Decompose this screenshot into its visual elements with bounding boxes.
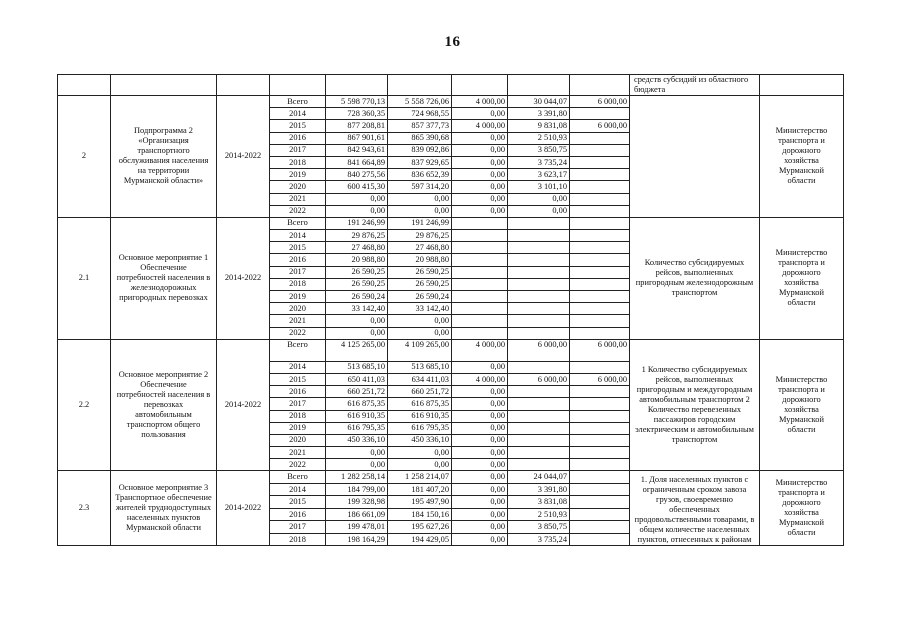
year-cell: 2017: [270, 144, 326, 156]
amount-cell: 0,00: [388, 315, 452, 327]
amount-cell: 616 875,35: [326, 398, 388, 410]
amount-cell: 650 411,03: [326, 373, 388, 385]
amount-cell: [570, 132, 630, 144]
section-period: 2014-2022: [217, 217, 270, 339]
amount-cell: 4 000,00: [452, 339, 508, 361]
amount-cell: 6 000,00: [508, 373, 570, 385]
section-period: 2014-2022: [217, 471, 270, 546]
year-cell: Всего: [270, 96, 326, 108]
amount-cell: 857 377,73: [388, 120, 452, 132]
year-cell: 2018: [270, 156, 326, 168]
amount-cell: 1 282 258,14: [326, 471, 388, 484]
amount-cell: 867 901,61: [326, 132, 388, 144]
amount-cell: 616 875,35: [388, 398, 452, 410]
amount-cell: 184 150,16: [388, 508, 452, 521]
empty-cell: [508, 75, 570, 96]
amount-cell: 26 590,25: [388, 266, 452, 278]
amount-cell: 0,00: [452, 496, 508, 509]
year-cell: 2019: [270, 422, 326, 434]
section-number: 2.1: [58, 217, 111, 339]
section-name: Основное мероприятие 2 Обеспечение потребностей населения в перевозках автомобильным транспортом общего пользования: [111, 339, 217, 471]
amount-cell: [508, 230, 570, 242]
amount-cell: 27 468,80: [388, 242, 452, 254]
year-cell: 2022: [270, 205, 326, 217]
year-cell: 2014: [270, 108, 326, 120]
amount-cell: [452, 327, 508, 339]
amount-cell: 0,00: [326, 315, 388, 327]
indicator-cell: [630, 96, 760, 218]
amount-cell: 0,00: [452, 508, 508, 521]
amount-cell: [452, 278, 508, 290]
amount-cell: [452, 254, 508, 266]
amount-cell: 3 850,75: [508, 144, 570, 156]
amount-cell: 194 429,05: [388, 533, 452, 546]
amount-cell: 1 258 214,07: [388, 471, 452, 484]
amount-cell: [570, 410, 630, 422]
amount-cell: [570, 361, 630, 373]
amount-cell: 0,00: [452, 521, 508, 534]
amount-cell: 597 314,20: [388, 181, 452, 193]
year-cell: 2015: [270, 120, 326, 132]
amount-cell: [508, 459, 570, 471]
empty-cell: [452, 75, 508, 96]
amount-cell: [570, 144, 630, 156]
amount-cell: [570, 459, 630, 471]
year-cell: 2019: [270, 291, 326, 303]
amount-cell: 513 685,10: [388, 361, 452, 373]
amount-cell: 9 831,08: [508, 120, 570, 132]
table-row: [58, 339, 844, 361]
amount-cell: 0,00: [452, 434, 508, 446]
amount-cell: 20 988,80: [326, 254, 388, 266]
amount-cell: 26 590,25: [326, 266, 388, 278]
year-cell: 2015: [270, 242, 326, 254]
amount-cell: 634 411,03: [388, 373, 452, 385]
amount-cell: 26 590,25: [388, 278, 452, 290]
amount-cell: 4 109 265,00: [388, 339, 452, 361]
amount-cell: 181 407,20: [388, 483, 452, 496]
table-row-continuation: [58, 75, 844, 96]
amount-cell: 195 627,26: [388, 521, 452, 534]
amount-cell: 33 142,40: [326, 303, 388, 315]
amount-cell: [570, 327, 630, 339]
amount-cell: 450 336,10: [388, 434, 452, 446]
year-cell: 2016: [270, 386, 326, 398]
amount-cell: 0,00: [452, 361, 508, 373]
amount-cell: 29 876,25: [326, 230, 388, 242]
amount-cell: 191 246,99: [388, 217, 452, 229]
year-cell: 2016: [270, 254, 326, 266]
amount-cell: [570, 447, 630, 459]
amount-cell: [570, 156, 630, 168]
amount-cell: 0,00: [508, 205, 570, 217]
amount-cell: 660 251,72: [326, 386, 388, 398]
amount-cell: [508, 434, 570, 446]
amount-cell: [508, 386, 570, 398]
amount-cell: 199 328,98: [326, 496, 388, 509]
amount-cell: 0,00: [326, 205, 388, 217]
amount-cell: 0,00: [326, 447, 388, 459]
amount-cell: [570, 521, 630, 534]
amount-cell: [508, 266, 570, 278]
year-cell: 2014: [270, 230, 326, 242]
amount-cell: [452, 291, 508, 303]
amount-cell: [570, 230, 630, 242]
amount-cell: [570, 434, 630, 446]
year-cell: 2017: [270, 266, 326, 278]
amount-cell: 184 799,00: [326, 483, 388, 496]
executor-cell: Министерство транспорта и дорожного хозяйства Мурманской области: [760, 217, 844, 339]
year-cell: 2022: [270, 459, 326, 471]
empty-cell: [58, 75, 111, 96]
budget-table: [57, 74, 844, 546]
amount-cell: 0,00: [326, 459, 388, 471]
amount-cell: 0,00: [452, 144, 508, 156]
amount-cell: [508, 447, 570, 459]
empty-cell: [111, 75, 217, 96]
amount-cell: [508, 303, 570, 315]
year-cell: 2018: [270, 533, 326, 546]
amount-cell: 3 735,24: [508, 156, 570, 168]
amount-cell: 6 000,00: [570, 120, 630, 132]
amount-cell: 616 795,35: [326, 422, 388, 434]
amount-cell: 0,00: [326, 193, 388, 205]
amount-cell: 0,00: [388, 327, 452, 339]
indicator-cell: средств субсидий из областного бюджета: [630, 75, 760, 96]
amount-cell: [570, 254, 630, 266]
amount-cell: 728 360,35: [326, 108, 388, 120]
empty-cell: [270, 75, 326, 96]
indicator-cell: 1 Количество субсидируемых рейсов, выполненных пригородным и междугородным автомобильным транспортом 2 Количество перевезенных пассажиров городским электрическим и автомобильным транспортом: [630, 339, 760, 471]
amount-cell: [508, 398, 570, 410]
amount-cell: 0,00: [452, 471, 508, 484]
amount-cell: [570, 483, 630, 496]
amount-cell: 27 468,80: [326, 242, 388, 254]
amount-cell: 20 988,80: [388, 254, 452, 266]
amount-cell: [508, 410, 570, 422]
amount-cell: 0,00: [452, 181, 508, 193]
amount-cell: [570, 181, 630, 193]
year-cell: 2015: [270, 496, 326, 509]
section-name: Подпрограмма 2 «Организация транспортного обслуживания населения на территории Мурманской области»: [111, 96, 217, 218]
amount-cell: [508, 242, 570, 254]
amount-cell: 5 598 770,13: [326, 96, 388, 108]
amount-cell: [508, 278, 570, 290]
amount-cell: [570, 398, 630, 410]
amount-cell: 0,00: [508, 193, 570, 205]
amount-cell: [452, 315, 508, 327]
amount-cell: 6 000,00: [570, 96, 630, 108]
amount-cell: 616 795,35: [388, 422, 452, 434]
amount-cell: 0,00: [452, 483, 508, 496]
amount-cell: [570, 471, 630, 484]
amount-cell: 600 415,30: [326, 181, 388, 193]
amount-cell: [452, 266, 508, 278]
amount-cell: 877 208,81: [326, 120, 388, 132]
year-cell: 2022: [270, 327, 326, 339]
amount-cell: [570, 496, 630, 509]
year-cell: 2016: [270, 132, 326, 144]
year-cell: Всего: [270, 339, 326, 361]
amount-cell: 616 910,35: [326, 410, 388, 422]
amount-cell: [570, 266, 630, 278]
amount-cell: [570, 242, 630, 254]
amount-cell: [570, 291, 630, 303]
amount-cell: 0,00: [452, 193, 508, 205]
amount-cell: 3 623,17: [508, 169, 570, 181]
amount-cell: [508, 361, 570, 373]
amount-cell: [570, 315, 630, 327]
amount-cell: 3 391,80: [508, 483, 570, 496]
executor-cell: Министерство транспорта и дорожного хозяйства Мурманской области: [760, 339, 844, 471]
amount-cell: 0,00: [452, 156, 508, 168]
amount-cell: 6 000,00: [570, 339, 630, 361]
amount-cell: 26 590,25: [326, 278, 388, 290]
table-row: [58, 471, 844, 484]
amount-cell: 2 510,93: [508, 508, 570, 521]
amount-cell: [570, 108, 630, 120]
amount-cell: 837 929,65: [388, 156, 452, 168]
amount-cell: [570, 217, 630, 229]
amount-cell: 0,00: [452, 447, 508, 459]
year-cell: 2016: [270, 508, 326, 521]
amount-cell: [452, 230, 508, 242]
year-cell: 2018: [270, 410, 326, 422]
amount-cell: 198 164,29: [326, 533, 388, 546]
amount-cell: 2 510,93: [508, 132, 570, 144]
amount-cell: 841 664,89: [326, 156, 388, 168]
executor-cell: Министерство транспорта и дорожного хозяйства Мурманской области: [760, 471, 844, 546]
amount-cell: 5 558 726,06: [388, 96, 452, 108]
amount-cell: 0,00: [452, 386, 508, 398]
year-cell: 2014: [270, 361, 326, 373]
amount-cell: 0,00: [452, 459, 508, 471]
empty-cell: [217, 75, 270, 96]
indicator-cell: 1. Доля населенных пунктов с ограниченным сроком завоза грузов, своевременно обеспеченных продовольственными товарами, в общем количестве населенных пунктов, отнесенных к районам: [630, 471, 760, 546]
page-number: 16: [444, 34, 461, 50]
amount-cell: 199 478,01: [326, 521, 388, 534]
amount-cell: 3 101,10: [508, 181, 570, 193]
amount-cell: 4 125 265,00: [326, 339, 388, 361]
amount-cell: 0,00: [452, 205, 508, 217]
amount-cell: 24 044,07: [508, 471, 570, 484]
amount-cell: 0,00: [388, 205, 452, 217]
year-cell: 2018: [270, 278, 326, 290]
amount-cell: 0,00: [452, 108, 508, 120]
year-cell: 2019: [270, 169, 326, 181]
year-cell: Всего: [270, 217, 326, 229]
year-cell: 2020: [270, 434, 326, 446]
section-period: 2014-2022: [217, 96, 270, 218]
year-cell: 2014: [270, 483, 326, 496]
table-row: [58, 96, 844, 108]
amount-cell: [570, 508, 630, 521]
amount-cell: 0,00: [326, 327, 388, 339]
amount-cell: 3 735,24: [508, 533, 570, 546]
year-cell: 2017: [270, 398, 326, 410]
amount-cell: 616 910,35: [388, 410, 452, 422]
amount-cell: [452, 303, 508, 315]
amount-cell: 26 590,24: [388, 291, 452, 303]
amount-cell: 29 876,25: [388, 230, 452, 242]
section-number: 2: [58, 96, 111, 218]
amount-cell: 660 251,72: [388, 386, 452, 398]
amount-cell: 513 685,10: [326, 361, 388, 373]
section-name: Основное мероприятие 3 Транспортное обеспечение жителей труднодоступных населенных пунктов Мурманской области: [111, 471, 217, 546]
amount-cell: 0,00: [388, 447, 452, 459]
amount-cell: [570, 386, 630, 398]
amount-cell: 6 000,00: [570, 373, 630, 385]
indicator-cell: Количество субсидируемых рейсов, выполненных пригородным железнодорожным транспортом: [630, 217, 760, 339]
amount-cell: [508, 291, 570, 303]
amount-cell: [570, 193, 630, 205]
amount-cell: 195 497,90: [388, 496, 452, 509]
section-number: 2.2: [58, 339, 111, 471]
amount-cell: 865 390,68: [388, 132, 452, 144]
amount-cell: 33 142,40: [388, 303, 452, 315]
empty-cell: [326, 75, 388, 96]
amount-cell: [570, 169, 630, 181]
amount-cell: 836 652,39: [388, 169, 452, 181]
amount-cell: 191 246,99: [326, 217, 388, 229]
amount-cell: 30 044,07: [508, 96, 570, 108]
amount-cell: 6 000,00: [508, 339, 570, 361]
amount-cell: 840 275,56: [326, 169, 388, 181]
amount-cell: [508, 254, 570, 266]
amount-cell: 724 968,55: [388, 108, 452, 120]
section-number: 2.3: [58, 471, 111, 546]
amount-cell: 450 336,10: [326, 434, 388, 446]
amount-cell: 0,00: [452, 398, 508, 410]
year-cell: Всего: [270, 471, 326, 484]
amount-cell: [570, 303, 630, 315]
amount-cell: 0,00: [452, 169, 508, 181]
table-body: [58, 75, 844, 546]
empty-cell: [570, 75, 630, 96]
amount-cell: 842 943,61: [326, 144, 388, 156]
amount-cell: 3 391,80: [508, 108, 570, 120]
year-cell: 2017: [270, 521, 326, 534]
amount-cell: [570, 422, 630, 434]
executor-cell: Министерство транспорта и дорожного хозяйства Мурманской области: [760, 96, 844, 218]
amount-cell: 0,00: [452, 533, 508, 546]
amount-cell: 4 000,00: [452, 96, 508, 108]
amount-cell: [452, 217, 508, 229]
empty-cell: [760, 75, 844, 96]
amount-cell: [508, 327, 570, 339]
year-cell: 2015: [270, 373, 326, 385]
table-row: [58, 217, 844, 229]
amount-cell: 0,00: [388, 193, 452, 205]
year-cell: 2021: [270, 315, 326, 327]
amount-cell: 3 850,75: [508, 521, 570, 534]
amount-cell: 839 092,86: [388, 144, 452, 156]
amount-cell: [570, 278, 630, 290]
amount-cell: [508, 217, 570, 229]
amount-cell: 4 000,00: [452, 120, 508, 132]
amount-cell: [570, 533, 630, 546]
amount-cell: [508, 315, 570, 327]
year-cell: 2020: [270, 303, 326, 315]
empty-cell: [388, 75, 452, 96]
amount-cell: 26 590,24: [326, 291, 388, 303]
year-cell: 2021: [270, 193, 326, 205]
amount-cell: [508, 422, 570, 434]
year-cell: 2021: [270, 447, 326, 459]
amount-cell: [452, 242, 508, 254]
amount-cell: 3 831,08: [508, 496, 570, 509]
year-cell: 2020: [270, 181, 326, 193]
amount-cell: 0,00: [452, 422, 508, 434]
amount-cell: [570, 205, 630, 217]
amount-cell: 0,00: [452, 410, 508, 422]
section-name: Основное мероприятие 1 Обеспечение потребностей населения в железнодорожных пригородных перевозках: [111, 217, 217, 339]
amount-cell: 0,00: [452, 132, 508, 144]
amount-cell: 4 000,00: [452, 373, 508, 385]
amount-cell: 186 661,09: [326, 508, 388, 521]
section-period: 2014-2022: [217, 339, 270, 471]
amount-cell: 0,00: [388, 459, 452, 471]
